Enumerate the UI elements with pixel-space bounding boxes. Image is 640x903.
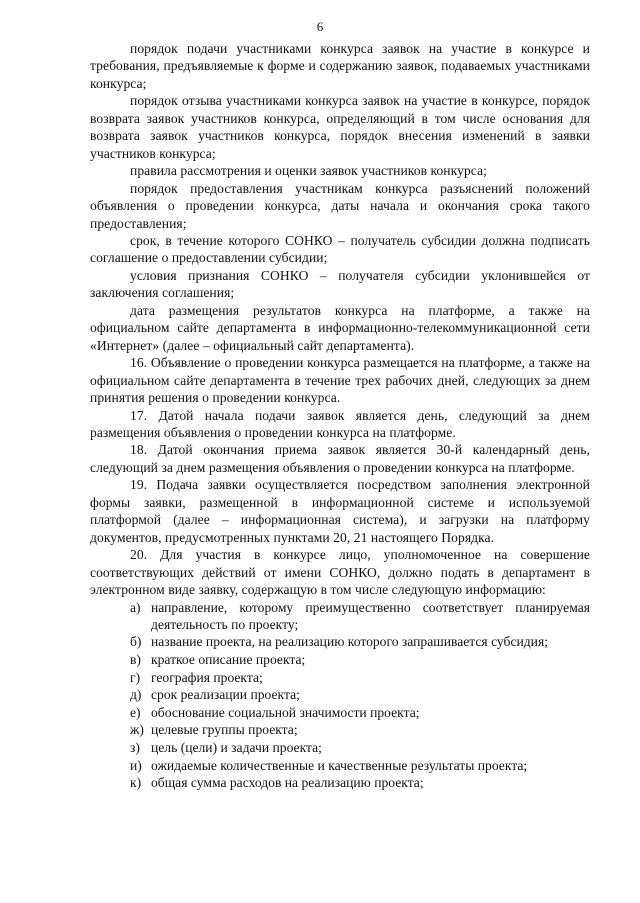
list-item	[90, 704, 590, 722]
list-item-text: название проекта, на реализацию которого запрашивается субсидия;	[151, 634, 548, 650]
paragraph-17: 17. Датой начала подачи заявок является день, следующий за днем размещения объявления о проведении конкурса на платформе.	[90, 407, 590, 440]
list-item-text: целевые группы проекта;	[151, 722, 298, 738]
list-item	[90, 651, 590, 669]
list-item	[90, 757, 590, 775]
paragraph-20: 20. Для участия в конкурсе лицо, уполномоченное на совершение соответствующих действий от имени СОНКО, должно подать в департамент в электронном виде заявку, содержащую в том числе следующую информацию:	[90, 547, 590, 598]
list-item-marker: е)	[130, 704, 141, 720]
list-item-text: срок реализации проекта;	[151, 687, 300, 703]
paragraph-evaluation-rules: правила рассмотрения и оценки заявок участников конкурса;	[130, 163, 487, 179]
list-item-text: общая сумма расходов на реализацию проекта;	[151, 775, 424, 791]
paragraph-18: 18. Датой окончания приема заявок является 30-й календарный день, следующий за днем размещения объявления о проведении конкурса на платформе.	[90, 442, 590, 475]
list-item-text: краткое описание проекта;	[151, 652, 306, 667]
list-item	[90, 669, 590, 687]
application-info-list	[90, 599, 590, 792]
list-item-marker: в)	[130, 652, 141, 667]
list-item-marker: г)	[130, 669, 141, 685]
list-item	[90, 774, 590, 792]
list-item	[90, 633, 590, 651]
list-item	[90, 686, 590, 704]
list-item	[90, 739, 590, 757]
paragraph-results-date: дата размещения результатов конкурса на платформе, а также на официальном сайте департамента в информационно-телекоммуникационной сети «Интернет» (далее – официальный сайт департамента).	[90, 302, 590, 353]
list-item-marker: д)	[130, 687, 142, 703]
paragraph-evasion-conditions: условия признания СОНКО – получателя субсидии уклонившейся от заключения соглашения;	[90, 267, 590, 301]
list-item-text: ожидаемые количественные и качественные результаты проекта;	[151, 757, 528, 773]
page-number: 6	[316, 19, 324, 34]
paragraph-16: 16. Объявление о проведении конкурса размещается на платформе, а также на официальном сайте департамента в течение трех рабочих дней, следующих за днем принятия решения о проведении конкурса.	[90, 355, 590, 406]
list-item-text: направление, которому преимущественно соответствует планируемая деятельность по проекту;	[151, 599, 590, 632]
list-item	[90, 599, 590, 634]
list-item-text: цель (цели) и задачи проекта;	[151, 739, 322, 755]
paragraph-submission-order: порядок подачи участниками конкурса заявок на участие в конкурсе и требования, предъявляемые к форме и содержанию заявок, подаваемых участниками конкурса;	[90, 41, 590, 91]
list-item-marker: ж)	[130, 722, 144, 738]
list-item	[90, 721, 590, 739]
paragraph-withdrawal-order: порядок отзыва участниками конкурса заявок на участие в конкурсе, порядок возврата заявок участников конкурса, определяющий в том числе основания для возврата заявок участников конкурса, порядок внесения изменений в заявки участников конкурса;	[90, 93, 590, 161]
list-item-marker: б)	[130, 634, 142, 650]
paragraph-signing-term: срок, в течение которого СОНКО – получатель субсидии должна подписать соглашение о предоставлении субсидии;	[90, 232, 590, 266]
paragraph-clarifications: порядок предоставления участникам конкурса разъяснений положений объявления о проведении конкурса, даты начала и окончания срока такого предоставления;	[90, 180, 590, 231]
list-item-text: география проекта;	[151, 669, 263, 685]
list-item-marker: а)	[130, 599, 141, 615]
paragraph-19: 19. Подача заявки осуществляется посредством заполнения электронной формы заявки, размещенной в информационной системе и используемой платформой (далее – информационная система), и загрузки на платформу документов, предусмотренных пунктами 20, 21 настоящего Порядка.	[90, 477, 590, 545]
list-item-marker: к)	[130, 775, 142, 791]
list-item-text: обоснование социальной значимости проекта;	[151, 704, 420, 720]
document-body	[90, 40, 590, 792]
list-item-marker: и)	[130, 757, 142, 773]
list-item-marker: з)	[130, 739, 140, 755]
